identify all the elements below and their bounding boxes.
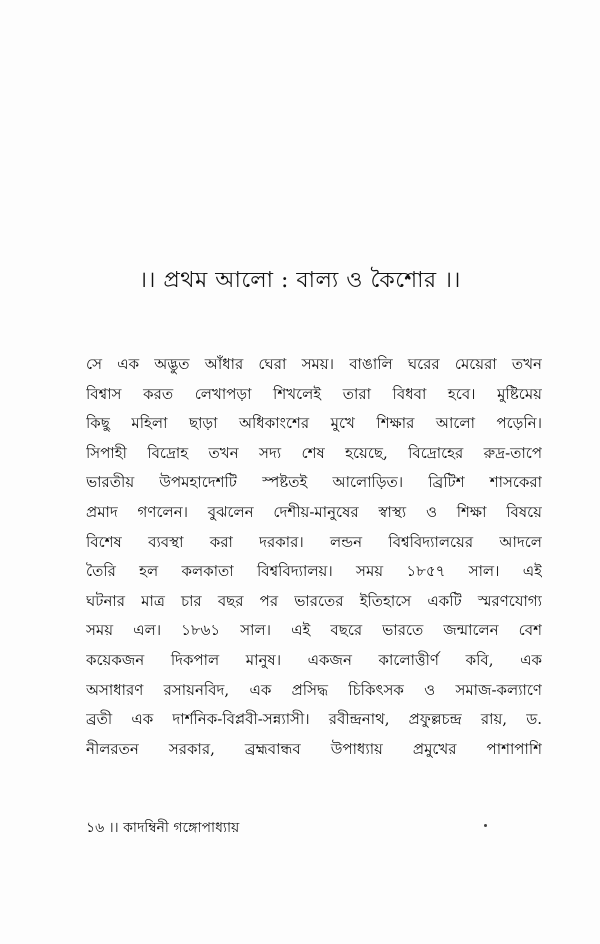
body-line: সময় এল। ১৮৬১ সাল। এই বছরে ভারতে জন্মালেন বেশ — [86, 621, 542, 640]
body-line: ব্রতী এক দার্শনিক-বিপ্লবী-সন্ন্যাসী। রবীন্দ্রনাথ, প্রফুল্লচন্দ্র রায়, ড. — [86, 710, 542, 729]
body-line: সিপাহী বিদ্রোহ তখন সদ্য শেষ হয়েছে, বিদ্রোহের রুদ্র-তাপে — [86, 443, 542, 462]
chapter-title: ।। প্রথম আলো : বাল্য ও কৈশোর ।। — [139, 268, 461, 293]
body-line: ঘটনার মাত্র চার বছর পর ভারতের ইতিহাসে একটি স্মরণযোগ্য — [86, 591, 542, 610]
body-line: অসাধারণ রসায়নবিদ, এক প্রসিদ্ধ চিকিৎসক ও সমাজ-কল্যাণে — [86, 680, 542, 699]
page-footer: ১৬ ।। কাদম্বিনী গঙ্গোপাধ্যায় — [86, 820, 240, 836]
body-line: কিছু মহিলা ছাড়া অধিকাংশের মুখে শিক্ষার আলো পড়েনি। — [86, 414, 542, 433]
body-line: প্রমাদ গণলেন। বুঝলেন দেশীয়-মানুষের স্বাস্থ্য ও শিক্ষা বিষয়ে — [86, 502, 542, 521]
body-line: ভারতীয় উপমহাদেশটি স্পষ্টতই আলোড়িত। ব্রিটিশ শাসকেরা — [86, 473, 542, 492]
body-line: কয়েকজন দিকপাল মানুষ। একজন কালোত্তীর্ণ কবি, এক — [86, 650, 542, 669]
body-line: বিশ্বাস করত লেখাপড়া শিখলেই তারা বিধবা হবে। মুষ্টিমেয় — [86, 384, 542, 403]
body-line: তৈরি হল কলকাতা বিশ্ববিদ্যালয়। সময় ১৮৫৭ সাল। এই — [86, 562, 542, 581]
print-speck — [484, 824, 487, 827]
body-line: সে এক অদ্ভুত আঁধার ঘেরা সময়। বাঙালি ঘরের মেয়েরা তখন — [86, 355, 542, 373]
body-line: নীলরতন সরকার, ব্রহ্মবান্ধব উপাধ্যায় প্রমুখের পাশাপাশি — [86, 739, 542, 758]
body-line: বিশেষ ব্যবস্থা করা দরকার। লন্ডন বিশ্ববিদ্যালয়ের আদলে — [86, 532, 542, 551]
body-paragraph — [86, 350, 542, 764]
